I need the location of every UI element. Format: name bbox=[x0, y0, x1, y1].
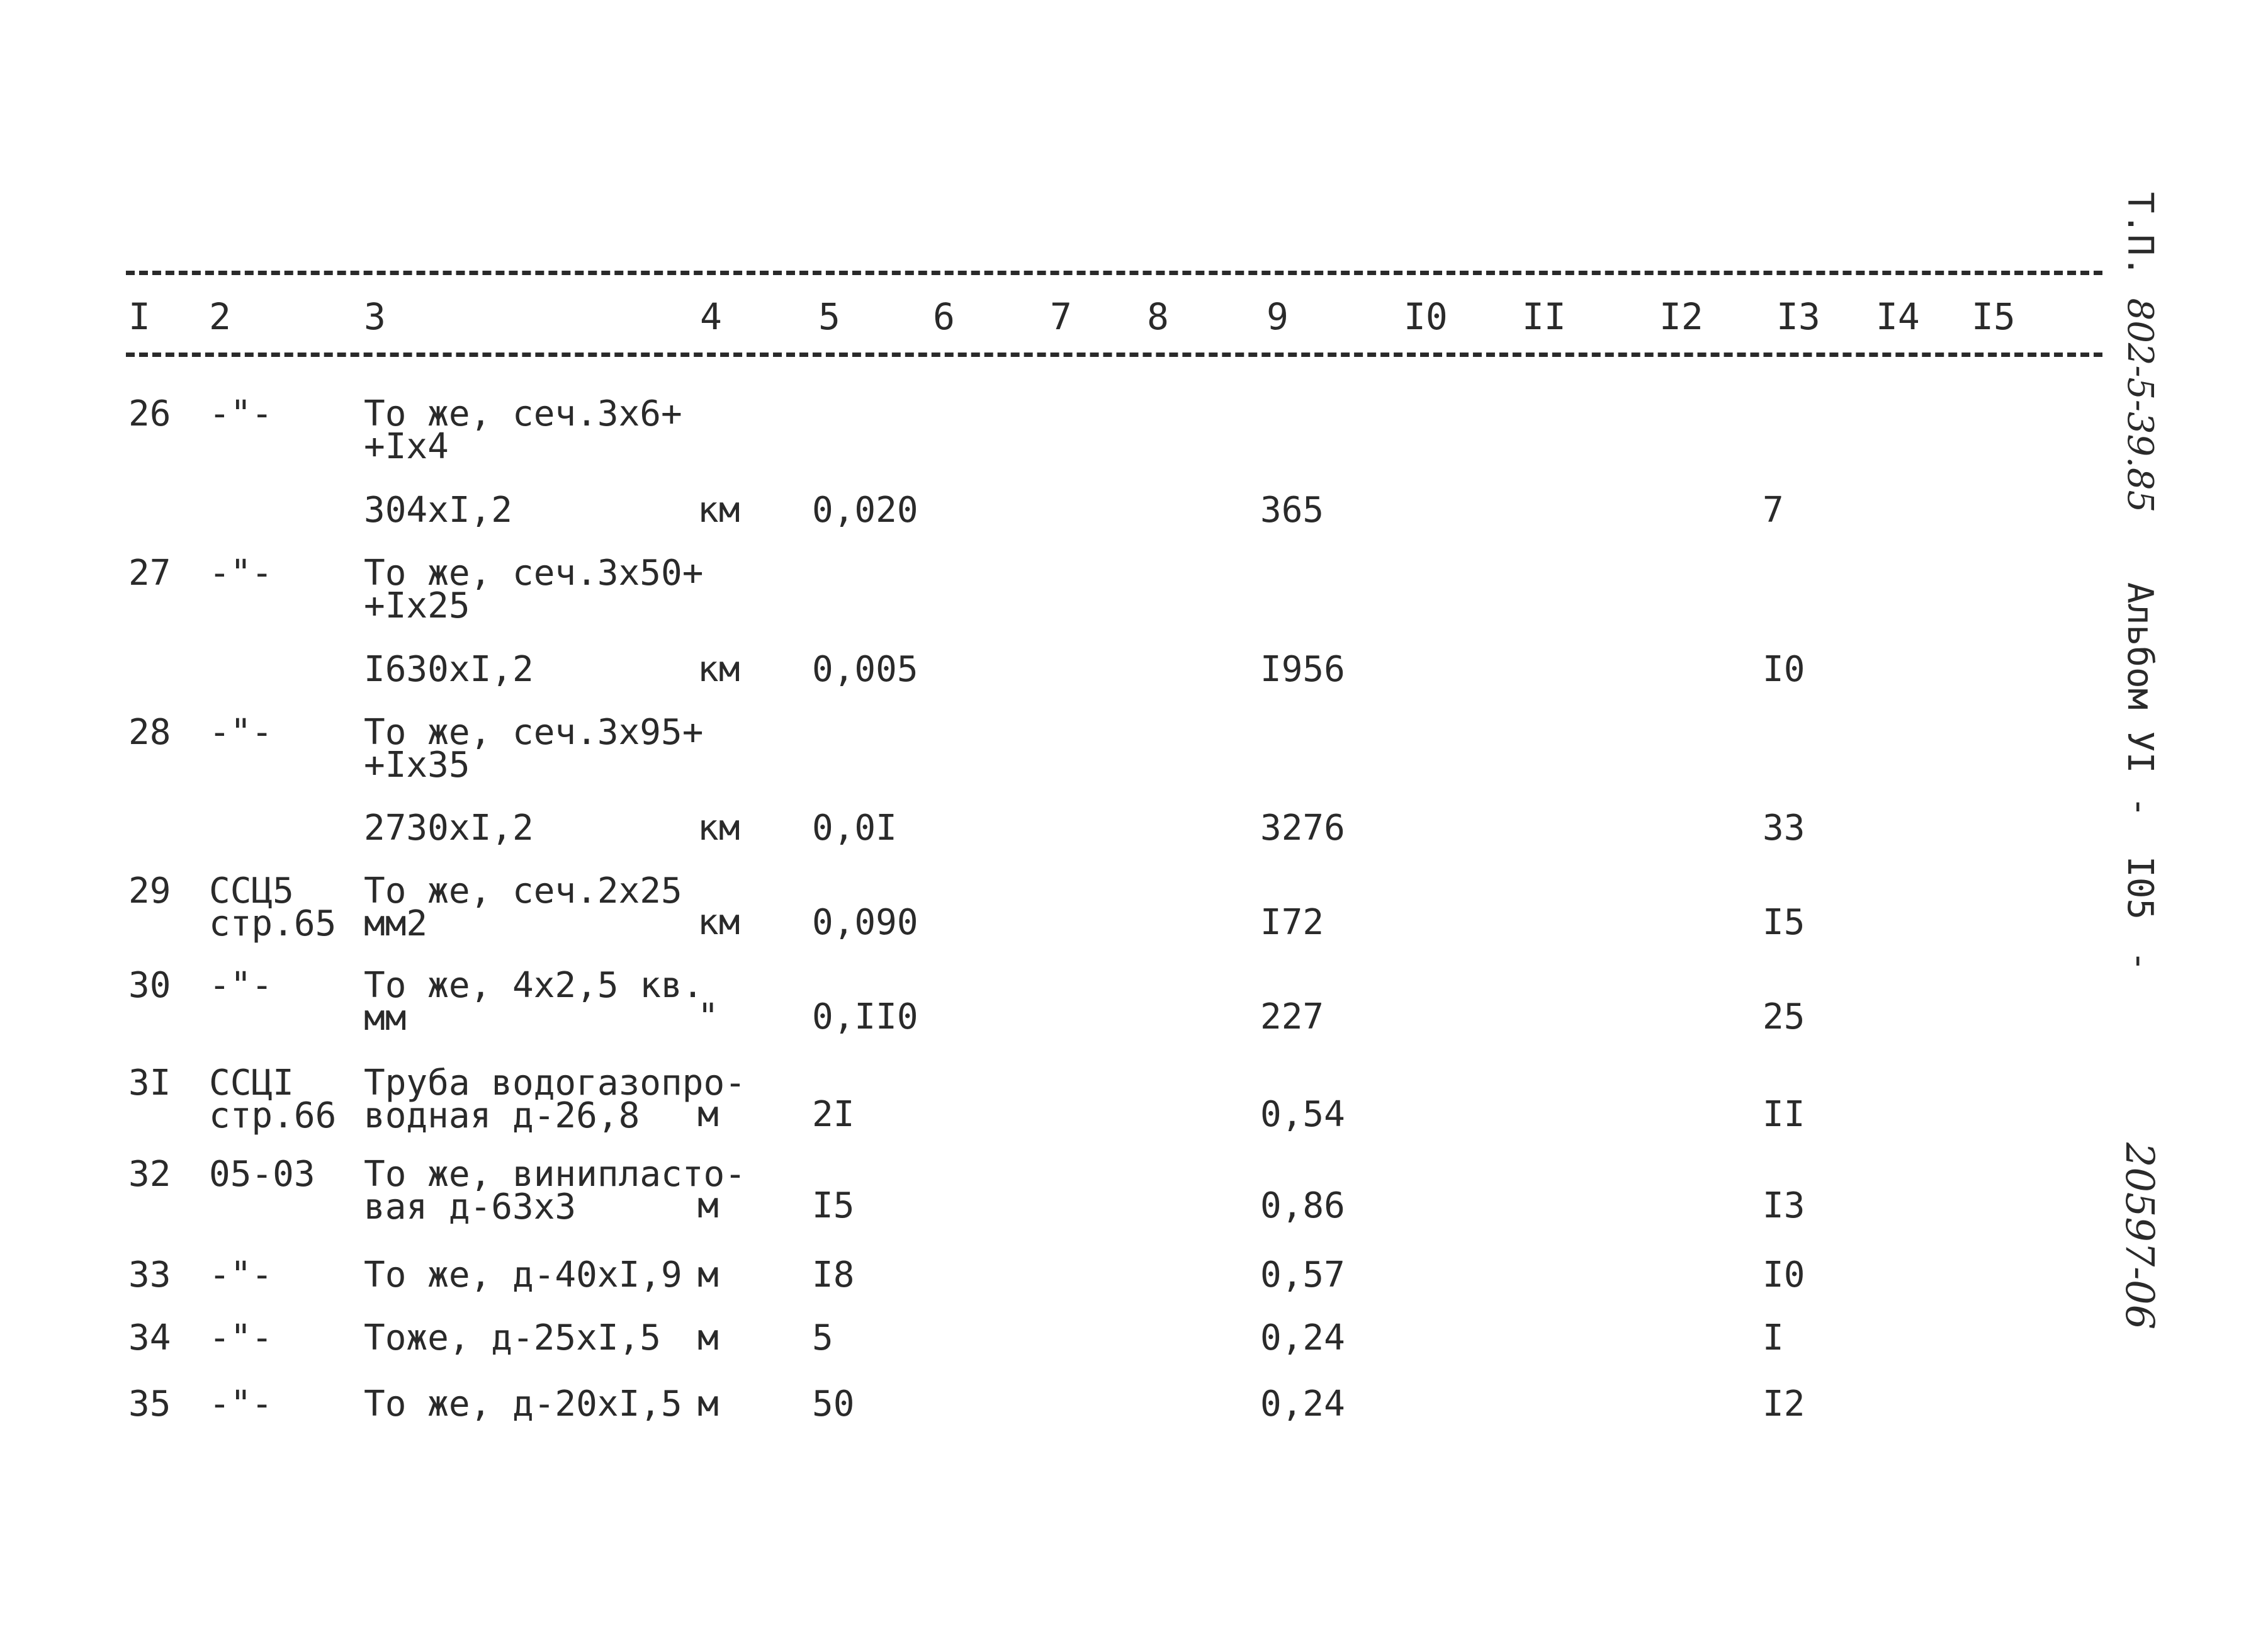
col-header-4: 4 bbox=[700, 295, 722, 338]
row-reference: ССЦ5 стр.65 bbox=[209, 871, 337, 944]
row-number: 32 bbox=[128, 1154, 171, 1195]
row-total: I3 bbox=[1763, 1185, 1805, 1226]
row-unit: м bbox=[697, 1255, 719, 1295]
row-quantity: 0,005 bbox=[812, 649, 918, 690]
row-unit: км bbox=[697, 649, 740, 690]
row-quantity: 0,090 bbox=[812, 902, 918, 943]
row-unit: км bbox=[697, 490, 740, 531]
project-prefix: Т.П. bbox=[2119, 192, 2160, 277]
row-description: То же, сеч.2х25 мм2 bbox=[364, 871, 682, 944]
col-header-7: 7 bbox=[1050, 295, 1072, 338]
row-reference: -"- bbox=[209, 965, 273, 1006]
row-total: 25 bbox=[1763, 996, 1805, 1037]
row-unit: км bbox=[697, 902, 740, 943]
row-number: 26 bbox=[128, 393, 171, 434]
row-price: 0,86 bbox=[1260, 1185, 1345, 1226]
row-quantity: 50 bbox=[812, 1384, 855, 1424]
row-number: 29 bbox=[128, 871, 171, 911]
col-header-5: 5 bbox=[818, 295, 840, 338]
row-quantity: I5 bbox=[812, 1185, 855, 1226]
row-unit: км bbox=[697, 808, 740, 849]
col-header-8: 8 bbox=[1147, 295, 1169, 338]
row-total: II bbox=[1763, 1094, 1805, 1135]
col-header-12: I2 bbox=[1659, 295, 1703, 338]
page-separator-b: - bbox=[2119, 951, 2160, 972]
col-header-6: 6 bbox=[933, 295, 955, 338]
row-number: 35 bbox=[128, 1384, 171, 1424]
row-unit: м bbox=[697, 1384, 719, 1424]
row-description: То же, винипласто- вая д-63х3 bbox=[364, 1154, 746, 1227]
row-quantity: I8 bbox=[812, 1255, 855, 1295]
row-total: I0 bbox=[1763, 649, 1805, 690]
col-header-9: 9 bbox=[1267, 295, 1289, 338]
row-reference: -"- bbox=[209, 553, 273, 594]
row-total: I2 bbox=[1763, 1384, 1805, 1424]
row-price: 3276 bbox=[1260, 808, 1345, 849]
col-header-2: 2 bbox=[209, 295, 231, 338]
row-price: 227 bbox=[1260, 996, 1324, 1037]
row-description: 304хI,2 bbox=[364, 490, 513, 531]
row-unit: м bbox=[697, 1317, 719, 1358]
row-description: То же, д-20хI,5 bbox=[364, 1384, 682, 1424]
row-quantity: 0,II0 bbox=[812, 996, 918, 1037]
col-header-13: I3 bbox=[1776, 295, 1820, 338]
page-separator-a: - bbox=[2119, 796, 2160, 818]
row-total: I bbox=[1763, 1317, 1784, 1358]
row-quantity: 5 bbox=[812, 1317, 833, 1358]
row-price: I956 bbox=[1260, 649, 1345, 690]
row-description: То же, 4х2,5 кв. мм bbox=[364, 965, 704, 1039]
row-price: I72 bbox=[1260, 902, 1324, 943]
row-total: I5 bbox=[1763, 902, 1805, 943]
row-number: 34 bbox=[128, 1317, 171, 1358]
row-description: Труба водогазопро- водная д-26,8 bbox=[364, 1063, 746, 1136]
header-top-rule bbox=[126, 271, 2102, 275]
row-description: 2730хI,2 bbox=[364, 808, 534, 849]
row-unit: " bbox=[697, 996, 719, 1037]
row-reference: -"- bbox=[209, 1384, 273, 1424]
row-description: То же, д-40хI,9 bbox=[364, 1255, 682, 1295]
row-reference: -"- bbox=[209, 1317, 273, 1358]
row-reference: 05-03 bbox=[209, 1154, 315, 1195]
row-quantity: 2I bbox=[812, 1094, 855, 1135]
row-number: 30 bbox=[128, 965, 171, 1006]
row-reference: ССЦI стр.66 bbox=[209, 1063, 337, 1136]
row-quantity: 0,0I bbox=[812, 808, 897, 849]
row-number: 33 bbox=[128, 1255, 171, 1295]
row-reference: -"- bbox=[209, 712, 273, 753]
row-total: I0 bbox=[1763, 1255, 1805, 1295]
header-bottom-rule bbox=[126, 353, 2102, 357]
col-header-3: 3 bbox=[364, 295, 386, 338]
row-unit: м bbox=[697, 1185, 719, 1226]
row-price: 0,57 bbox=[1260, 1255, 1345, 1295]
col-header-14: I4 bbox=[1876, 295, 1920, 338]
row-price: 0,54 bbox=[1260, 1094, 1345, 1135]
row-total: 33 bbox=[1763, 808, 1805, 849]
project-code-label bbox=[2119, 192, 2160, 512]
page-number: I05 bbox=[2119, 856, 2160, 920]
row-unit: м bbox=[697, 1094, 719, 1135]
col-header-11: II bbox=[1522, 295, 1566, 338]
row-number: 3I bbox=[128, 1063, 171, 1103]
row-reference: -"- bbox=[209, 1255, 273, 1295]
project-code: 802-5-39.85 bbox=[2119, 298, 2160, 513]
document-number: 20597-06 bbox=[2117, 1142, 2163, 1330]
row-price: 0,24 bbox=[1260, 1317, 1345, 1358]
row-price: 0,24 bbox=[1260, 1384, 1345, 1424]
col-header-15: I5 bbox=[1972, 295, 2016, 338]
row-description: То же, сеч.3х50+ +Iх25 bbox=[364, 553, 704, 626]
col-header-10: I0 bbox=[1404, 295, 1448, 338]
row-number: 28 bbox=[128, 712, 171, 753]
row-description: То же, сеч.3х6+ +Iх4 bbox=[364, 393, 682, 467]
row-description: То же, сеч.3х95+ +Iх35 bbox=[364, 712, 704, 786]
row-reference: -"- bbox=[209, 393, 273, 434]
row-total: 7 bbox=[1763, 490, 1784, 531]
row-quantity: 0,020 bbox=[812, 490, 918, 531]
col-header-1: I bbox=[128, 295, 150, 338]
row-number: 27 bbox=[128, 553, 171, 594]
row-description: I630хI,2 bbox=[364, 649, 534, 690]
album-label: Альбом УI bbox=[2119, 582, 2160, 774]
row-price: 365 bbox=[1260, 490, 1324, 531]
row-description: Тоже, д-25хI,5 bbox=[364, 1317, 662, 1358]
